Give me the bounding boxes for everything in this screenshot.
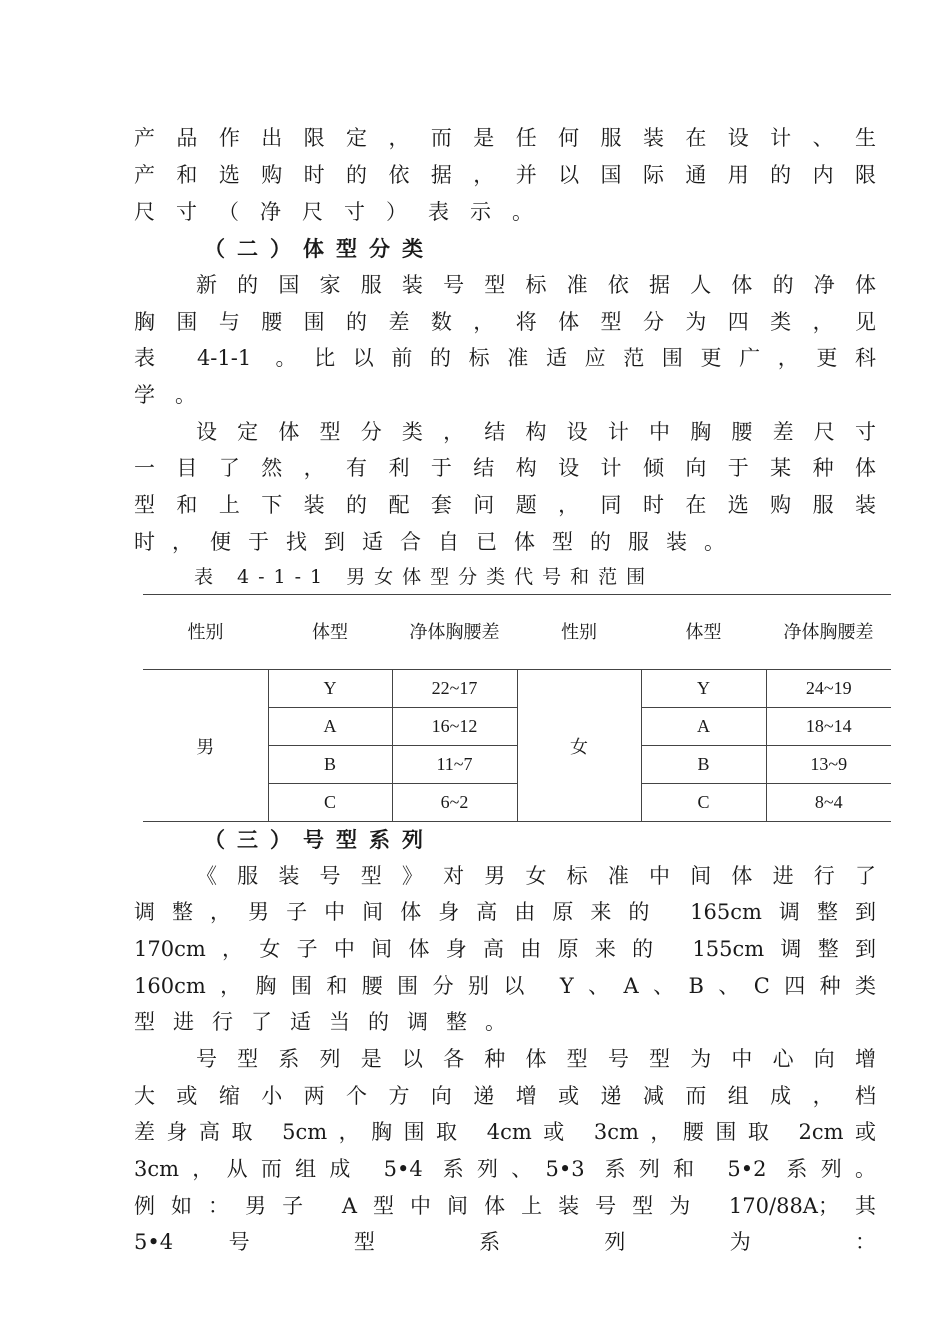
section-heading-body-type: （二）体型分类 bbox=[204, 236, 435, 261]
paragraph-2-line-3: 表 4-1-1 。比以前的标准适应范围更广，更科 bbox=[134, 346, 876, 370]
paragraph-4-line-1: 《服装号型》对男女标准中间体进行了 bbox=[196, 864, 876, 888]
body-type-table bbox=[143, 594, 891, 822]
paragraph-5-line-6: 5•4 号 型 系 列 为 ： bbox=[134, 1230, 876, 1254]
female-type-cell: B bbox=[641, 746, 766, 784]
female-range-cell: 8~4 bbox=[766, 784, 891, 822]
male-type-cell: C bbox=[268, 784, 392, 822]
paragraph-4-line-2: 调整，男子中间体身高由原来的 165cm调整到 bbox=[134, 900, 876, 924]
paragraph-5-line-1: 号型系列是以各种体型号型为中心向增 bbox=[196, 1047, 876, 1071]
header-gender-female: 性别 bbox=[517, 595, 641, 670]
paragraph-3-line-3: 型和上下装的配套问题，同时在选购服装 bbox=[134, 493, 876, 517]
female-gender-cell: 女 bbox=[517, 670, 641, 822]
paragraph-4-line-5: 型进行了适当的调整。 bbox=[134, 1010, 524, 1034]
paragraph-4-line-4: 160cm，胸围和腰围分别以 Y、A、B、C四种类 bbox=[134, 974, 876, 998]
header-diff-male-text: 净体胸腰差 bbox=[409, 622, 500, 642]
female-range-cell: 24~19 bbox=[766, 670, 891, 708]
female-range-cell: 18~14 bbox=[766, 708, 891, 746]
section-heading-size-series: （三）号型系列 bbox=[204, 827, 435, 852]
header-diff-female-text: 净体胸腰差 bbox=[783, 622, 874, 642]
paragraph-1-line-2: 产和选购时的依据，并以国际通用的内限 bbox=[134, 163, 876, 187]
paragraph-5-line-4: 3cm，从而组成 5•4 系列、5•3 系列和 5•2 系列。 bbox=[134, 1157, 876, 1181]
header-gender-male: 性别 bbox=[143, 595, 268, 670]
paragraph-2-line-4: 学。 bbox=[134, 383, 216, 407]
table-header-row bbox=[143, 595, 891, 670]
paragraph-2-line-1: 新的国家服装号型标准依据人体的净体 bbox=[196, 273, 876, 297]
paragraph-3-line-4: 时，便于找到适合自已体型的服装。 bbox=[134, 530, 742, 554]
paragraph-3-line-2: 一目了然，有利于结构设计倾向于某种体 bbox=[134, 456, 876, 480]
male-gender-cell: 男 bbox=[143, 670, 268, 822]
female-type-cell: A bbox=[641, 708, 766, 746]
male-type-cell: A bbox=[268, 708, 392, 746]
male-range-cell: 22~17 bbox=[392, 670, 517, 708]
female-range-cell: 13~9 bbox=[766, 746, 891, 784]
paragraph-4-line-3: 170cm，女子中间体身高由原来的 155cm调整到 bbox=[134, 937, 876, 961]
table-row bbox=[143, 670, 891, 708]
male-type-cell: Y bbox=[268, 670, 392, 708]
header-diff-female bbox=[766, 595, 891, 670]
male-range-cell: 6~2 bbox=[392, 784, 517, 822]
paragraph-5-line-5: 例如：男子 A型中间体上装号型为 170/88A；其 bbox=[134, 1194, 876, 1218]
male-range-cell: 11~7 bbox=[392, 746, 517, 784]
header-type-male: 体型 bbox=[268, 595, 392, 670]
female-type-cell: C bbox=[641, 784, 766, 822]
paragraph-2-line-2: 胸围与腰围的差数，将体型分为四类，见 bbox=[134, 310, 876, 334]
paragraph-3-line-1: 设定体型分类，结构设计中胸腰差尺寸 bbox=[196, 420, 876, 444]
male-type-cell: B bbox=[268, 746, 392, 784]
paragraph-1-line-3: 尺寸（净尺寸）表示。 bbox=[134, 200, 554, 224]
table-caption: 表 4-1-1 男女体型分类代号和范围 bbox=[194, 566, 655, 588]
header-type-female: 体型 bbox=[641, 595, 766, 670]
male-range-cell: 16~12 bbox=[392, 708, 517, 746]
paragraph-5-line-2: 大或缩小两个方向递增或递减而组成，档 bbox=[134, 1084, 876, 1108]
paragraph-1-line-1: 产品作出限定，而是任何服装在设计、生 bbox=[134, 126, 876, 150]
paragraph-5-line-3: 差身高取 5cm，胸围取 4cm或 3cm，腰围取 2cm或 bbox=[134, 1120, 876, 1144]
female-type-cell: Y bbox=[641, 670, 766, 708]
header-diff-male bbox=[392, 595, 517, 670]
